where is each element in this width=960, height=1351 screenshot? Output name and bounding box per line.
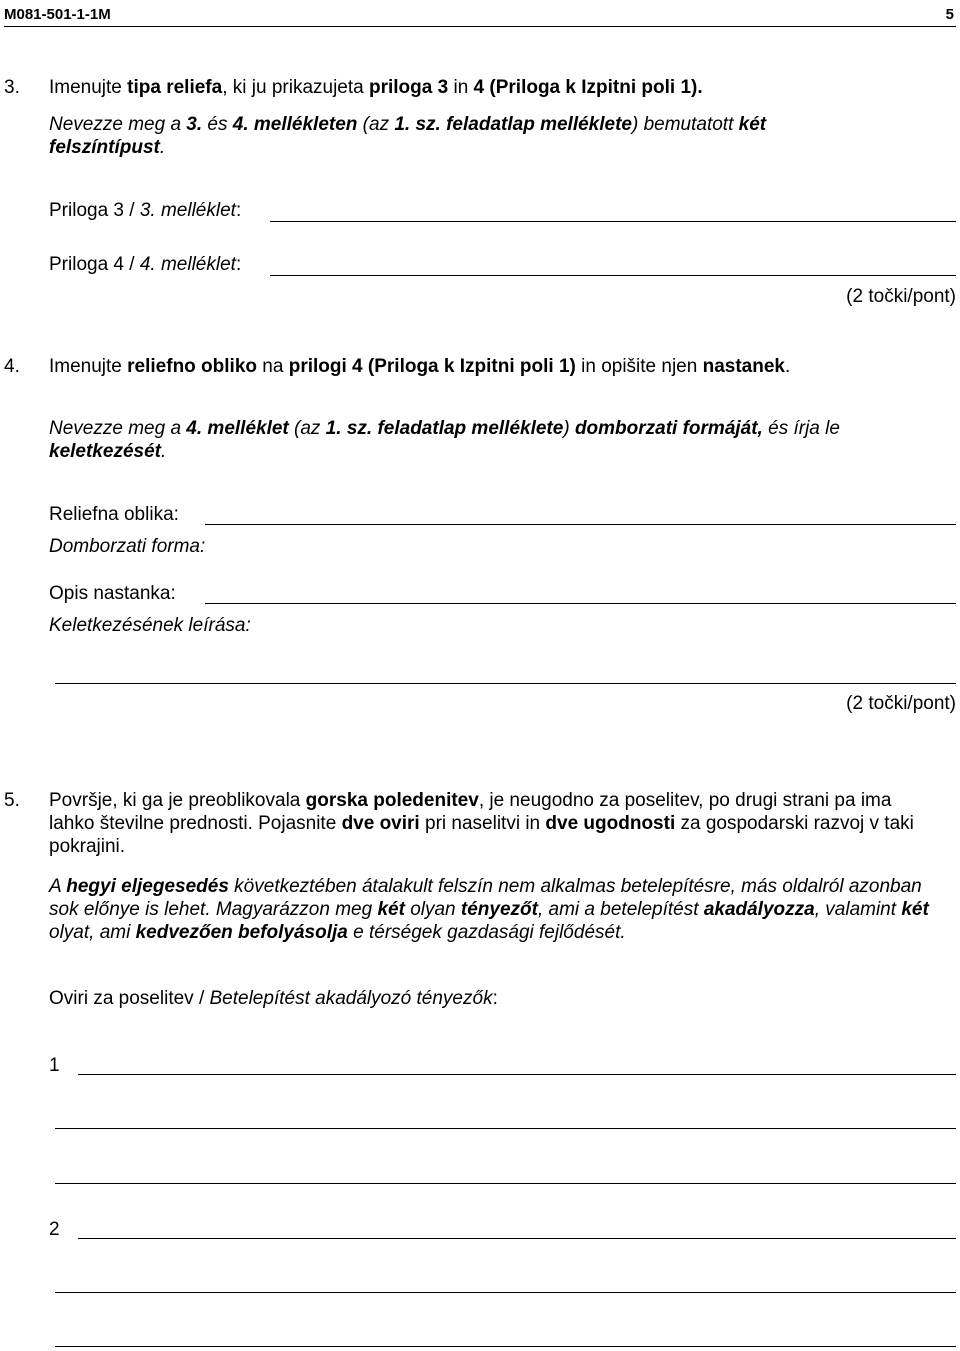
question-5-text-sl: Površje, ki ga je preoblikovala gorska poledenitev, je neugodno za poselitev, po drugi strani pa ima lahko številne prednosti. Pojasnite dve oviri pri naselitvi in dve ugodnosti za gospodarski razvoj v taki pokrajini. [49,790,914,857]
exam-code: M081-501-1-1M [4,6,111,23]
field-label-opis-nastanka: Opis nastanka: [49,583,176,604]
field-label-reliefna-oblika: Reliefna oblika: [49,504,179,525]
answer-line-1a[interactable] [78,1074,956,1075]
field-label-domborzati-forma: Domborzati forma: [49,536,206,557]
answer-line-opis-nastanka-2[interactable] [55,683,956,684]
answer-line-1b[interactable] [55,1128,956,1129]
question-3-points: (2 točki/pont) [846,286,956,307]
question-4-number: 4. [4,356,20,377]
question-5-text-hu: A hegyi eljegesedés következtében átalakult felszín nem alkalmas betelepítésre, más oldalról azonban sok előnye is lehet. Magyarázzon meg két olyan tényezőt, ami a betelepítést akadályozza, valamint két olyat, ami kedvezően befolyásolja e térségek gazdasági fejlődését. [49,876,929,943]
question-4-text-hu: Nevezze meg a 4. melléklet (az 1. sz. feladatlap melléklete) domborzati formáját, és írja le keletkezését. [49,418,840,462]
field-label-keletkezes-leirasa: Keletkezésének leírása: [49,615,251,636]
answer-line-2a[interactable] [78,1238,956,1239]
question-3-text-sl: Imenujte tipa reliefa, ki ju prikazujeta priloga 3 in 4 (Priloga k Izpitni poli 1). [49,77,703,98]
page-header [4,0,956,27]
answer-line-priloga-4[interactable] [270,275,956,276]
answer-line-2b[interactable] [55,1292,956,1293]
item-number-2: 2 [49,1219,60,1240]
answer-line-2c[interactable] [55,1346,956,1347]
question-3-number: 3. [4,77,20,98]
question-4-points: (2 točki/pont) [846,693,956,714]
page-number: 5 [945,6,954,23]
answer-line-reliefna-oblika[interactable] [205,524,956,525]
answer-label-priloga-4: Priloga 4 / 4. melléklet: [49,254,242,275]
subheading-oviri: Oviri za poselitev / Betelepítést akadályozó tényezők: [49,988,498,1009]
answer-label-priloga-3: Priloga 3 / 3. melléklet: [49,200,242,221]
question-4-text-sl: Imenujte reliefno obliko na prilogi 4 (Priloga k Izpitni poli 1) in opišite njen nastanek. [49,356,791,377]
answer-line-priloga-3[interactable] [270,221,956,222]
answer-line-opis-nastanka-1[interactable] [205,603,956,604]
question-5-number: 5. [4,790,20,811]
answer-line-1c[interactable] [55,1183,956,1184]
question-3-text-hu: Nevezze meg a 3. és 4. mellékleten (az 1. sz. feladatlap melléklete) bemutatott két felszíntípust. [49,114,767,158]
item-number-1: 1 [49,1055,60,1076]
